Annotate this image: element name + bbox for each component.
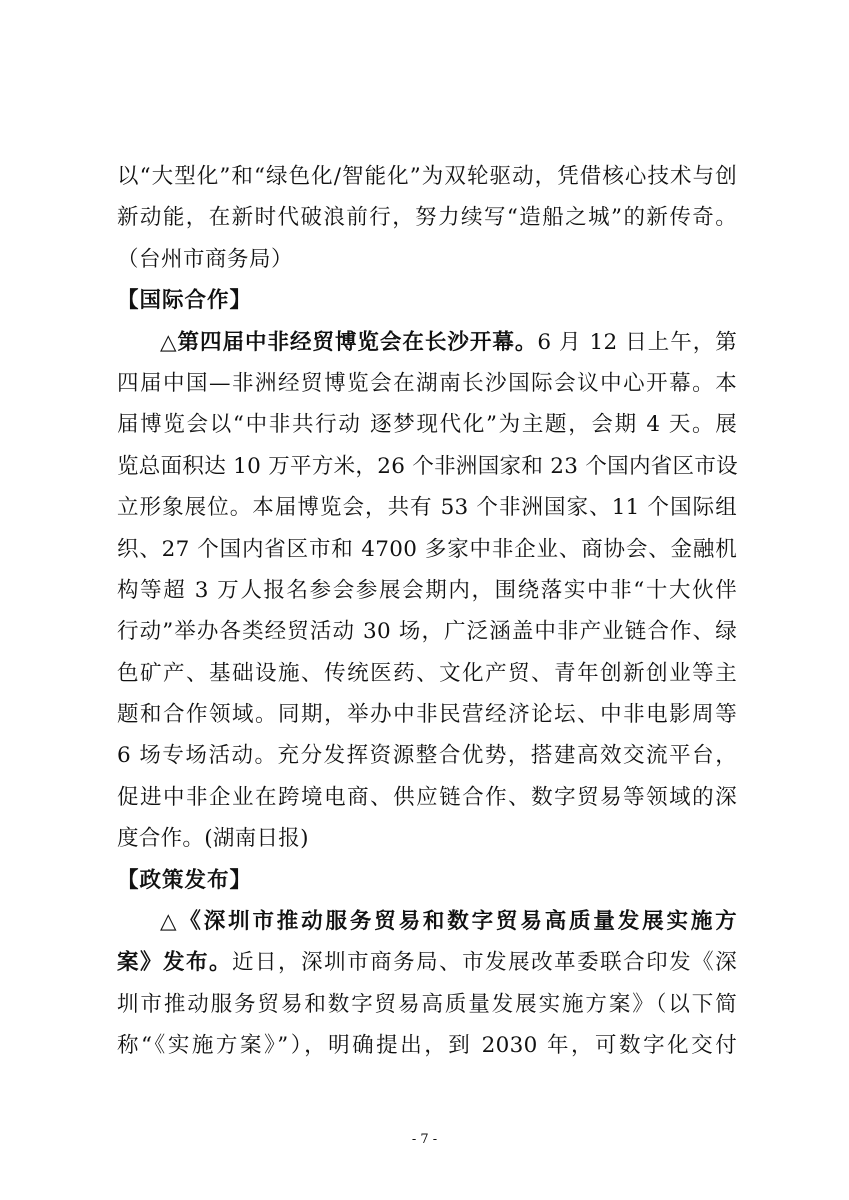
paragraph-line: 圳市推动服务贸易和数字贸易高质量发展实施方案》（以下简 <box>117 991 737 1017</box>
article-title-end: 案》发布。 <box>117 950 233 976</box>
paragraph-line: 称“《实施方案》”），明确提出，到 2030 年，可数字化交付 <box>117 1033 737 1059</box>
paragraph-line: 新动能，在新时代破浪前行，努力续写“造船之城”的新传奇。 <box>117 205 737 231</box>
paragraph-line: 届博览会以“中非共行动 逐梦现代化”为主题，会期 4 天。展 <box>117 412 737 438</box>
paragraph-line: 构等超 3 万人报名参会参展会期内，围绕落实中非“十大伙伴 <box>117 577 737 603</box>
paragraph-line: 6 场专场活动。充分发挥资源整合优势，搭建高效交流平台， <box>117 743 737 769</box>
paragraph-line: 以“大型化”和“绿色化/智能化”为双轮驱动，凭借核心技术与创 <box>117 164 737 189</box>
page-number: - 7 - <box>411 1132 438 1147</box>
paragraph-line: 题和合作领域。同期，举办中非民营经济论坛、中非电影周等 <box>117 702 737 728</box>
paragraph-last-line: 度合作。(湖南日报) <box>117 826 309 852</box>
paragraph-line: 立形象展位。本届博览会，共有 53 个非洲国家、11 个国际组 <box>117 495 737 521</box>
document-body <box>117 156 737 1067</box>
paragraph-line: 行动”举办各类经贸活动 30 场，广泛涵盖中非产业链合作、绿 <box>117 619 737 645</box>
paragraph-line: 览总面积达 10 万平方米，26 个非洲国家和 23 个国内省区市设 <box>117 453 738 479</box>
article-title: △第四届中非经贸博览会在长沙开幕。 <box>160 329 538 355</box>
article-first-line <box>117 322 737 363</box>
paragraph-line: 色矿产、基础设施、传统医药、文化产贸、青年创新创业等主 <box>117 660 737 686</box>
section-heading-international: 【国际合作】 <box>117 288 253 314</box>
article-second-line <box>117 942 737 983</box>
article-text: 近日，深圳市商务局、市发展改革委联合印发《深 <box>232 950 737 976</box>
paragraph-line: 织、27 个国内省区市和 4700 多家中非企业、商协会、金融机 <box>117 536 737 562</box>
source-attribution: （台州市商务局） <box>117 246 294 272</box>
paragraph-line: 四届中国—非洲经贸博览会在湖南长沙国际会议中心开幕。本 <box>117 370 737 396</box>
article-text: 6 月 12 日上午，第 <box>537 329 738 355</box>
article-title: △《深圳市推动服务贸易和数字贸易高质量发展实施方 <box>160 909 737 935</box>
paragraph-line: 促进中非企业在跨境电商、供应链合作、数字贸易等领域的深 <box>117 784 737 810</box>
section-heading-policy: 【政策发布】 <box>117 867 253 893</box>
